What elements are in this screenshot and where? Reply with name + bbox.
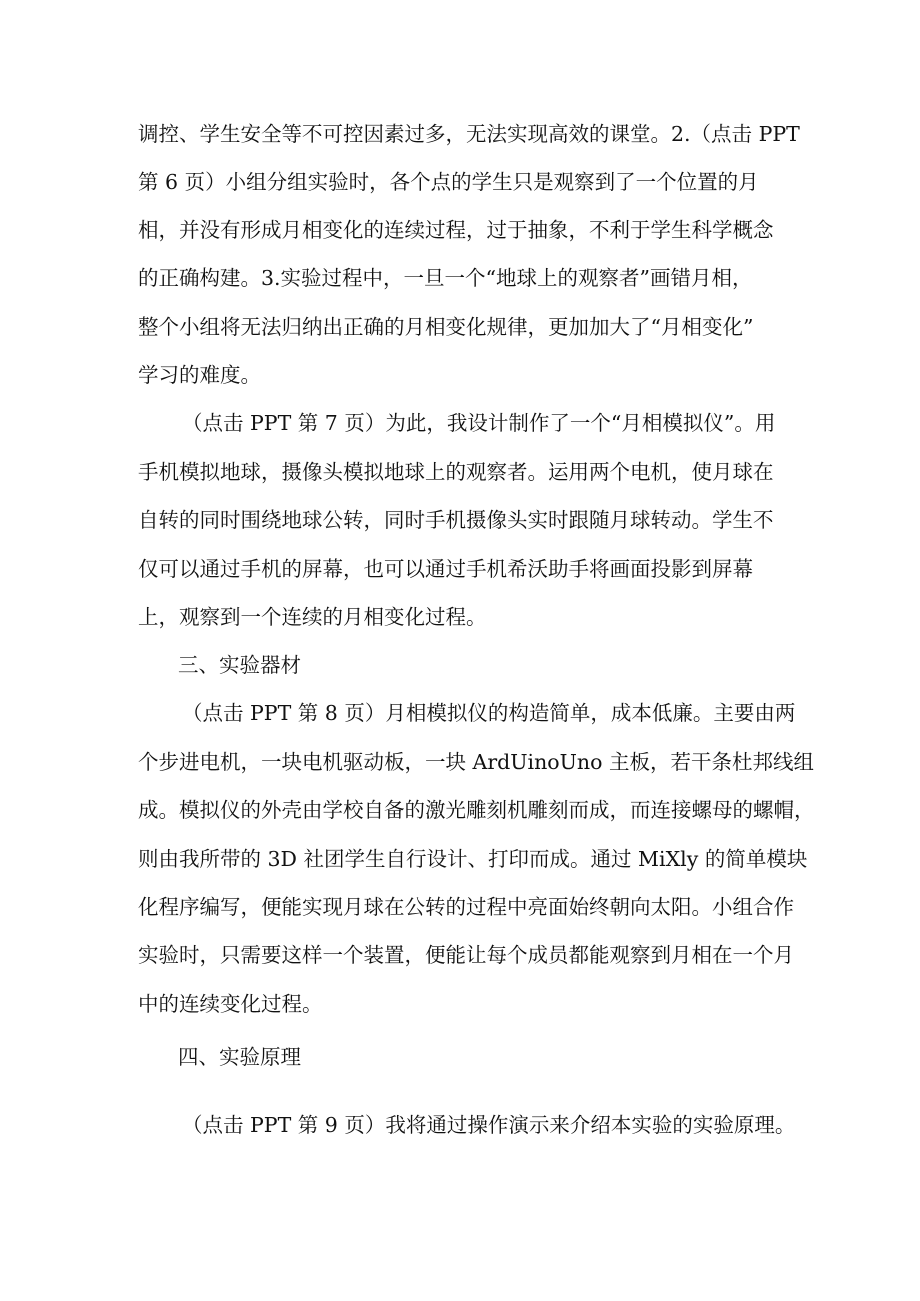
text-line-11: 上，观察到一个连续的月相变化过程。 — [138, 605, 487, 629]
section-heading-principle: 四、实验原理 — [178, 1045, 301, 1069]
text-line-8: 手机模拟地球，摄像头模拟地球上的观察者。运用两个电机，使月球在 — [138, 460, 774, 484]
text-line-14: 个步进电机，一块电机驱动板，一块 ArdUinoUno 主板，若干条杜邦线组 — [138, 750, 814, 774]
text-line-15: 成。模拟仪的外壳由学校自备的激光雕刻机雕刻而成，而连接螺母的螺帽， — [138, 798, 815, 822]
text-line-3: 相，并没有形成月相变化的连续过程，过于抽象，不利于学生科学概念 — [138, 218, 774, 242]
text-line-6: 学习的难度。 — [138, 363, 261, 387]
text-line-5: 整个小组将无法归纳出正确的月相变化规律，更加加大了“月相变化” — [138, 315, 754, 339]
text-line-1: 调控、学生安全等不可控因素过多，无法实现高效的课堂。2.（点击 PPT — [138, 122, 800, 146]
text-line-10: 仅可以通过手机的屏幕，也可以通过手机希沃助手将画面投影到屏幕 — [138, 557, 753, 581]
text-line-17: 化程序编写，便能实现月球在公转的过程中亮面始终朝向太阳。小组合作 — [138, 895, 794, 919]
text-line-2: 第 6 页）小组分组实验时，各个点的学生只是观察到了一个位置的月 — [138, 170, 759, 194]
text-line-7: （点击 PPT 第 7 页）为此，我设计制作了一个“月相模拟仪”。用 — [182, 411, 776, 435]
section-heading-equipment: 三、实验器材 — [178, 653, 301, 677]
text-line-13: （点击 PPT 第 8 页）月相模拟仪的构造简单，成本低廉。主要由两 — [182, 701, 796, 725]
text-line-19: 中的连续变化过程。 — [138, 992, 323, 1016]
text-line-4: 的正确构建。3.实验过程中，一旦一个“地球上的观察者”画错月相， — [138, 266, 753, 290]
text-line-18: 实验时，只需要这样一个装置，便能让每个成员都能观察到月相在一个月 — [138, 943, 794, 967]
text-line-21: （点击 PPT 第 9 页）我将通过操作演示来介绍本实验的实验原理。 — [182, 1113, 796, 1137]
text-line-16: 则由我所带的 3D 社团学生自行设计、打印而成。通过 MiXly 的简单模块 — [138, 847, 808, 871]
text-line-9: 自转的同时围绕地球公转，同时手机摄像头实时跟随月球转动。学生不 — [138, 508, 774, 532]
